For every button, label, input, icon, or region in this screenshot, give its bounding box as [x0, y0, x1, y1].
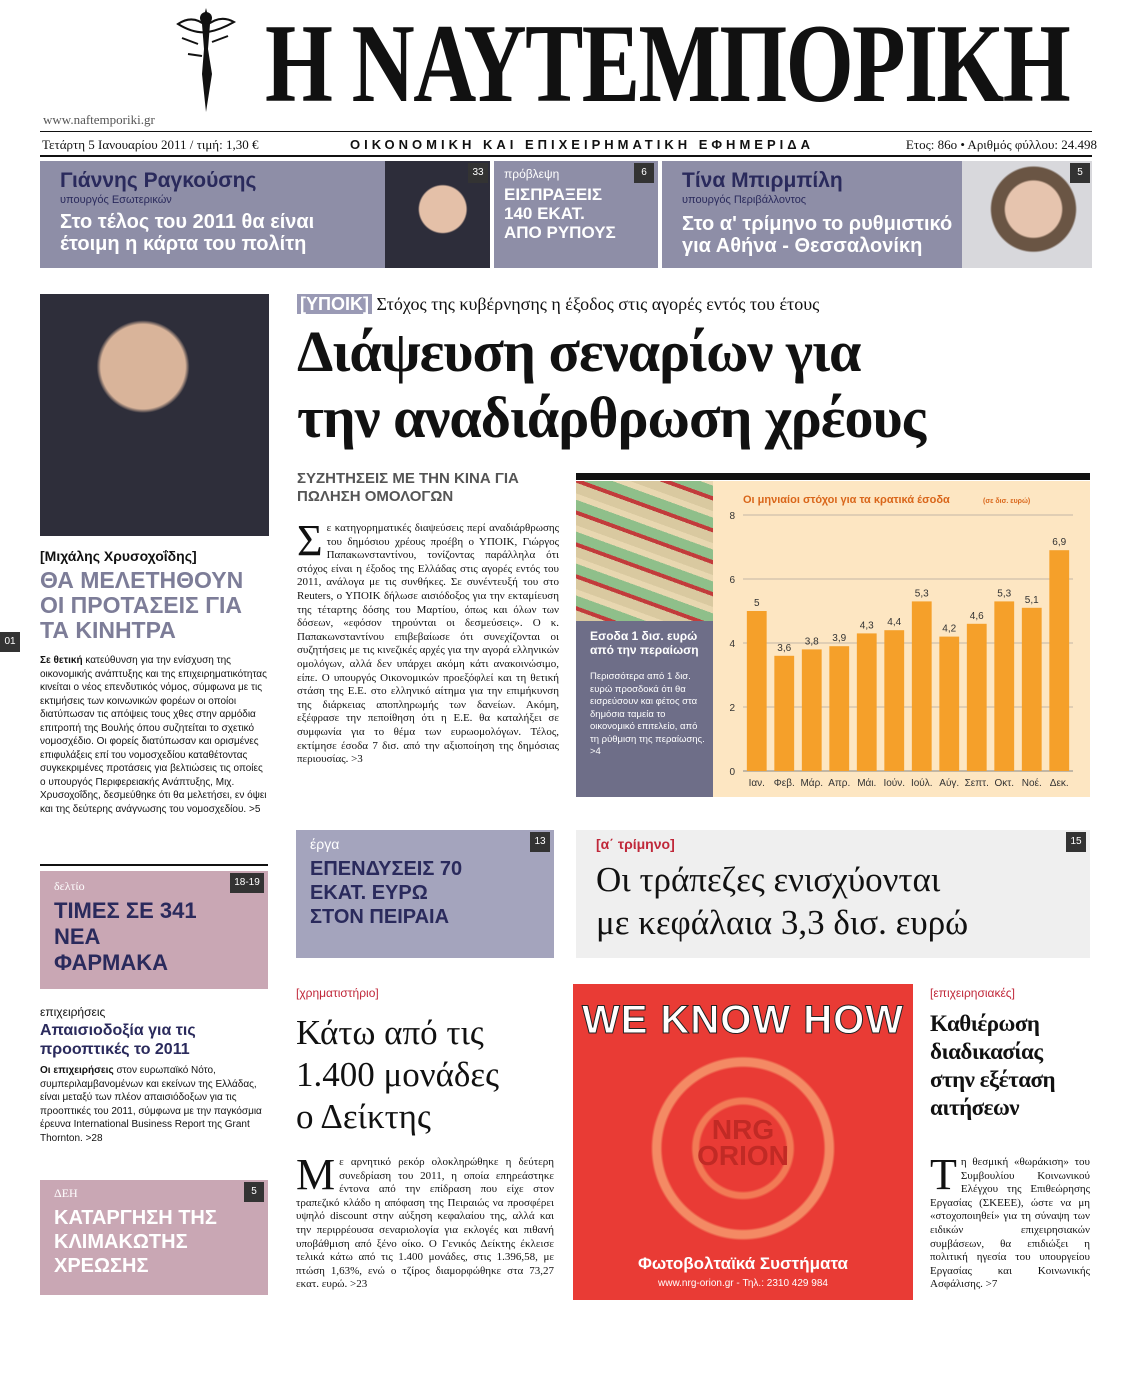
box-headline: ΕΠΕΝΔΥΣΕΙΣ 70 ΕΚΑΤ. ΕΥΡΩ ΣΤΟΝ ΠΕΙΡΑΙΑ	[310, 858, 463, 928]
bar-Δεκ.	[1049, 550, 1069, 771]
box-kicker: δελτίο	[54, 879, 85, 893]
bar-Σεπτ.	[967, 624, 987, 771]
box-kicker: [α΄ τρίμηνο]	[596, 836, 675, 852]
box-kicker: έργα	[310, 836, 340, 852]
box-headline: ΚΑΤΑΡΓΗΣΗ ΤΗΣ ΚΛΙΜΑΚΩΤΗΣ ΧΡΕΩΣΗΣ	[54, 1207, 217, 1277]
brief-body	[930, 1150, 1090, 1292]
masthead-tagline: ΟΙΚΟΝΟΜΙΚΗ ΚΑΙ ΕΠΙΧΕΙΡΗΜΑΤΙΚΗ ΕΦΗΜΕΡΙΔΑ	[350, 137, 814, 152]
teaser-name: Γιάννης Ραγκούσης	[60, 169, 257, 192]
bar-Μάρ.	[802, 649, 822, 771]
body-text: ε κατηγορηματικές διαψεύσεις περί αναδιάρθρωσης του δημόσιου χρέους προέβη ο ΥΠΟΙΚ, Γιώργος Παπακωνσταντίνου, τονίζοντας παράλληλα ότι στόχος είναι η έξοδος της Ελλάδας στις αγορές εντός του 2011, ανάλογα με τις συνθήκες. Σε συνέντευξή του στο Reuters, ο ΥΠΟΙΚ δήλωσε αισιόδοξος για την εκταμίευση της τέταρτης δόσης του Μαρτίου, όπως και όλων των δόσεων, «εφόσον τηρούνται οι δεσμεύσεις». Ο κ. Παπακωνσταντίνου επιβεβαίωσε ότι συνεχίζονται οι συζητήσεις με τις κινεζικές αρχές για την αγορά ελληνικών ομολόγων, αλλά δεν υπάρχει ακόμη κάτι ανακοινώσιμο, είπε. Ο υπουργός Οικονομικών προεξόφλεί και τη θετική στάση της Ε.Ε. στο ελληνικό αίτημα για την επιμήκυνση της διάρκειας αποπληρωμής των δανείων. Ακόμη, εξέφρασε την πεποίθηση ότι η Ε.Ε. θα καταλήξει σε συμφωνία για το θέμα των ευρωομολόγων. Τέλος, εκτίμησε έσοδα 7 δισ. από την αξιοποίηση της δημόσιας περιουσίας. >3	[297, 522, 559, 766]
x-tick-label: Μάρ.	[800, 778, 824, 789]
data-label: 4,3	[859, 620, 874, 632]
stock-headline-2[interactable]: 1.400 μονάδες	[296, 1055, 499, 1094]
section-tab: 01	[0, 632, 20, 652]
teaser-headline: ΕΙΣΠΡΑΞΕΙΣ 140 ΕΚΑΤ. ΑΠΟ ΡΥΠΟΥΣ	[504, 185, 616, 242]
story2-kicker: επιχειρήσεις	[40, 1005, 106, 1019]
main-headline-line-2[interactable]: την αναδιάρθρωση χρέους	[297, 385, 926, 450]
bar-Απρ.	[829, 646, 849, 771]
body-text: στον ευρωπαϊκό Νότο, συμπεριλαμβανομένων και εκείνων της Ελλάδας, είναι μεταξύ των πλέον απαισιόδοξων για τις προοπτικές του 2011, σύμφωνα με την παγκόσμια έρευνα International Business Report της Grant Thornton. >28	[40, 1065, 262, 1144]
ad-headline: WE KNOW HOW	[581, 998, 905, 1042]
ad-brand-1: NRG	[711, 1114, 775, 1145]
ad-brand-2: ORION	[697, 1140, 789, 1171]
teaser-headline: Στο τέλος του 2011 θα είναι έτοιμη η κάρτα του πολίτη	[60, 211, 315, 255]
page-ref: 18-19	[230, 873, 264, 893]
money-photo	[576, 481, 713, 621]
brief-tag: [επιχειρησιακές]	[930, 986, 1015, 1000]
data-label: 5,3	[914, 588, 929, 600]
kicker-tag: [ΥΠΟΙΚ]	[297, 294, 372, 314]
data-label: 6,9	[1052, 537, 1067, 549]
teaser-role: υπουργός Εσωτερικών	[60, 194, 172, 206]
main-kicker	[297, 294, 819, 315]
x-tick-label: Ιούν.	[883, 778, 906, 789]
data-label: 5	[753, 598, 760, 609]
page-ref: 33	[468, 163, 488, 183]
y-tick-label: 0	[729, 767, 735, 778]
main-subhead: ΣΥΖΗΤΗΣΕΙΣ ΜΕ ΤΗΝ ΚΙΝΑ ΓΙΑ ΠΩΛΗΣΗ ΟΜΟΛΟΓΩΝ	[297, 470, 519, 505]
lead-bold: Οι επιχειρήσεις	[40, 1065, 114, 1076]
data-label: 4,4	[887, 617, 902, 629]
y-tick-label: 2	[729, 703, 735, 714]
ad-contact: www.nrg-orion.gr - Τηλ.: 2310 429 984	[658, 1278, 828, 1289]
box-headline: ΤΙΜΕΣ ΣΕ 341 ΝΕΑ ΦΑΡΜΑΚΑ	[54, 898, 197, 975]
teaser-name: Τίνα Μπιρμπίλη	[682, 169, 843, 192]
teaser-birbili[interactable]	[662, 161, 1092, 268]
bar-Ιαν.	[747, 611, 767, 771]
x-tick-label: Σεπτ.	[964, 778, 989, 789]
stock-body	[296, 1150, 554, 1292]
x-tick-label: Απρ.	[828, 778, 851, 789]
ad-product: Φωτοβολταϊκά Συστήματα	[637, 1254, 849, 1273]
masthead-url[interactable]: www.naftemporiki.gr	[43, 112, 155, 127]
masthead-title: Η ΝΑΥΤΕΜΠΟΡΙΚΗ	[265, 2, 1070, 126]
data-label: 3,9	[832, 633, 847, 645]
chrysochoidis-photo	[40, 294, 269, 536]
stock-tag: [χρηματιστήριο]	[296, 986, 379, 1000]
teaser-kicker: πρόβλεψη	[504, 167, 560, 181]
dropcap: Τ	[930, 1150, 957, 1199]
left-body	[40, 654, 268, 816]
date-price: Τετάρτη 5 Ιανουαρίου 2011 / τιμή: 1,30 €	[42, 137, 259, 152]
box-dei[interactable]	[40, 1180, 268, 1295]
box-banks[interactable]	[576, 830, 1090, 958]
bar-Ιούλ.	[912, 601, 932, 771]
box-headline-2: με κεφάλαια 3,3 δισ. ευρώ	[596, 903, 969, 942]
page-ref: 5	[244, 1182, 264, 1202]
left-headline[interactable]: ΘΑ ΜΕΛΕΤΗΘΟΥΝ ΟΙ ΠΡΟΤΑΣΕΙΣ ΓΙΑ ΤΑ ΚΙΝΗΤΡΑ	[40, 567, 244, 643]
box-headline-1: Οι τράπεζες ενισχύονται	[596, 860, 941, 899]
bar-Μάι.	[857, 633, 877, 771]
person-name: [Μιχάλης Χρυσοχοΐδης]	[40, 548, 197, 564]
x-tick-label: Οκτ.	[994, 778, 1015, 789]
revenue-chart	[713, 481, 1090, 797]
page-ref: 15	[1066, 832, 1086, 852]
story2-headline[interactable]: Απαισιοδοξία για τις προοπτικές το 2011	[40, 1022, 196, 1058]
chart-title: Οι μηνιαίοι στόχοι για τα κρατικά έσοδα	[743, 494, 950, 506]
teaser-role: υπουργός Περιβάλλοντος	[682, 194, 807, 206]
body-text: ε αρνητικό ρεκόρ ολοκληρώθηκε η δεύτερη συνεδρίαση του 2011, η οποία επηρεάστηκε έντονα από την επίδραση που είχε στον τραπεζικό κλάδο η απόφαση της Πειραιώς να προσφέρει υψηλό discount στην αύξηση κεφαλαίου της, αλλά και την περιρρέουσα σεναριολογία για εκλογές και πιθανή υποβάθμιση από ξένο οίκο. Ο Γενικός Δείκτης έκλεισε τελικά κάτω από τις 1.400 μονάδες, στις 1.396,58, με πτώση 1,63%, ενώ ο τζίρος διαμορφώθηκε στα 73,27 εκατ. ευρώ. >23	[296, 1156, 554, 1291]
dropcap: Σ	[297, 516, 323, 565]
x-tick-label: Ιούλ.	[910, 778, 933, 789]
data-label: 4,2	[942, 623, 957, 635]
page-ref: 13	[530, 832, 550, 852]
stock-headline-3[interactable]: ο Δείκτης	[296, 1097, 431, 1136]
data-label: 3,6	[777, 642, 792, 654]
main-body	[297, 516, 559, 767]
stock-headline-1[interactable]: Κάτω από τις	[296, 1013, 484, 1052]
teaser-headline: Στο α' τρίμηνο το ρυθμιστικό για Αθήνα - Θεσσαλονίκη	[682, 213, 953, 257]
story2-body	[40, 1064, 268, 1145]
teaser-ragkousis[interactable]	[40, 161, 490, 268]
data-label: 3,8	[804, 636, 819, 648]
dropcap: Μ	[296, 1150, 336, 1199]
body-text: κατεύθυνση για την ενίσχυση της οικονομικής ανάπτυξης και της επιχειρηματικότητας κινείται ο νέος επενδυτικός νόμος, σύμφωνα με τις εκτιμήσεις των κοινωνικών φορέων οι οποίοι διατύπωσαν τις απόψεις τους χθες στην αρμόδια επιτροπή της Βουλής όπου συζητείται το σχετικό νομοσχέδιο. Οι φορείς διατύπωσαν και ορισμένες επιφυλάξεις επί του νομοσχεδίου καταθέτοντας συγκεκριμένες προτάσεις για βελτιώσεις τις οποίες ο υπουργός Περιφερειακής Ανάπτυξης, Μιχ. Χρυσοχοΐδης, δεσμεύθηκε ότι θα μελετήσει, εν όψει και της δεύτερης ανάγνωσης του νομοσχεδίου. >5	[40, 655, 267, 815]
hermes-logo-icon	[168, 4, 243, 114]
data-label: 5,3	[997, 588, 1012, 600]
kicker-text: Στόχος της κυβέρνησης η έξοδος στις αγορές εντός του έτους	[376, 294, 820, 314]
x-tick-label: Νοέ.	[1021, 778, 1042, 789]
y-tick-label: 8	[729, 511, 735, 522]
y-tick-label: 6	[729, 575, 735, 586]
caption-head: Εσοδα 1 δισ. ευρώ από την περαίωση	[590, 629, 699, 657]
nrg-orion-ad[interactable]	[573, 984, 913, 1300]
box-piraeus-investments[interactable]	[296, 830, 554, 958]
brief-headline[interactable]: Καθιέρωση διαδικασίας στην εξέταση αιτήσεων	[930, 1011, 1056, 1120]
lead-bold: Σε θετική	[40, 655, 83, 666]
bar-Ιούν.	[884, 630, 904, 771]
body-text: η θεσμική «θωράκιση» του Συμβουλίου Κοινωνικού Ελέγχου της Επιθεώρησης Εργασίας (ΣΚΕΕΕ), ώστε να μη «στοχοποιηθεί» για τη σύναψη των ειδικών επιχειρησιακών συμβάσεων, θα επιδιώξει η πολιτική ηγεσία του υπουργείου Εργασίας και Κοινωνικής Ασφάλισης. >7	[930, 1156, 1090, 1291]
data-label: 4,6	[969, 610, 984, 622]
box-drug-prices[interactable]	[40, 871, 268, 989]
main-headline-line-1[interactable]: Διάψευση σεναρίων για	[297, 319, 861, 384]
bar-Νοέ.	[1022, 608, 1042, 771]
bar-Οκτ.	[994, 601, 1014, 771]
box-kicker: ΔΕΗ	[54, 1186, 78, 1200]
x-tick-label: Φεβ.	[773, 778, 795, 789]
issue-number: Ετος: 86ο • Αριθμός φύλλου: 24.498	[905, 137, 1097, 152]
x-tick-label: Δεκ.	[1049, 778, 1069, 789]
teaser-forecast[interactable]	[494, 161, 658, 268]
page-ref: 6	[634, 163, 654, 183]
page-ref: 5	[1070, 163, 1090, 183]
caption-body: Περισσότερα από 1 δισ. ευρώ προσδοκά ότι θα εισρεύσουν και φέτος στα δημόσια ταμεία το οικονομικό επιτελείο, από τη ρύθμιση της περαίωσης. >4	[590, 671, 705, 757]
bar-Φεβ.	[774, 656, 794, 771]
data-label: 5,1	[1024, 594, 1039, 606]
bar-Αύγ.	[939, 637, 959, 771]
x-tick-label: Αύγ.	[939, 778, 960, 789]
caption-box	[576, 621, 713, 797]
chart-unit-note: (σε δισ. ευρώ)	[983, 498, 1031, 505]
x-tick-label: Ιαν.	[748, 778, 765, 789]
x-tick-label: Μάι.	[857, 778, 877, 789]
y-tick-label: 4	[729, 639, 735, 650]
